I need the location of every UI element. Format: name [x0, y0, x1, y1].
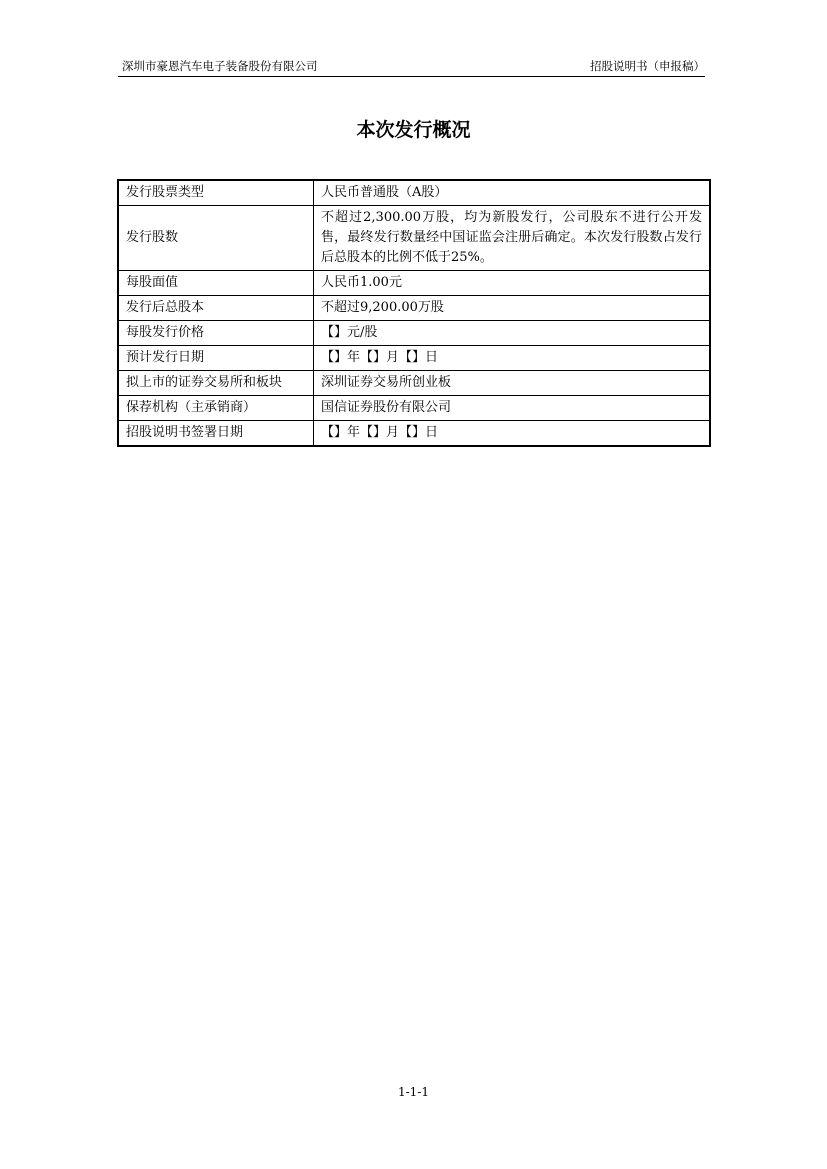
table-row	[118, 346, 710, 371]
table-row	[118, 180, 710, 206]
row-value-sponsor: 国信证券股份有限公司	[314, 396, 711, 421]
row-label-par-value: 每股面值	[118, 271, 314, 296]
table-row	[118, 206, 710, 271]
row-value-share-type: 人民币普通股（A股）	[314, 180, 711, 206]
page-title: 本次发行概况	[356, 119, 471, 141]
header-company-name: 深圳市豪恩汽车电子装备股份有限公司	[122, 59, 318, 73]
table-row	[118, 396, 710, 421]
page-number: 1-1-1	[397, 1085, 429, 1099]
row-label-share-type: 发行股票类型	[118, 180, 314, 206]
row-label-issue-date: 预计发行日期	[118, 346, 314, 371]
row-value-issue-date: 【】年【】月【】日	[314, 346, 711, 371]
row-label-exchange-board: 拟上市的证券交易所和板块	[118, 371, 314, 396]
row-label-signing-date: 招股说明书签署日期	[118, 421, 314, 447]
table-row	[118, 296, 710, 321]
row-value-par-value: 人民币1.00元	[314, 271, 711, 296]
row-value-signing-date: 【】年【】月【】日	[314, 421, 711, 447]
row-value-total-shares: 不超过9,200.00万股	[314, 296, 711, 321]
row-label-sponsor: 保荐机构（主承销商）	[118, 396, 314, 421]
offering-overview-table	[117, 179, 711, 447]
table-row	[118, 421, 710, 447]
row-value-shares-issued: 不超过2,300.00万股，均为新股发行，公司股东不进行公开发售，最终发行数量经中国证监会注册后确定。本次发行股数占发行后总股本的比例不低于25%。	[314, 206, 711, 271]
table-row	[118, 371, 710, 396]
row-value-exchange-board: 深圳证券交易所创业板	[314, 371, 711, 396]
row-label-issue-price: 每股发行价格	[118, 321, 314, 346]
row-label-total-shares: 发行后总股本	[118, 296, 314, 321]
table-row	[118, 321, 710, 346]
page-header	[118, 58, 705, 77]
row-label-shares-issued: 发行股数	[118, 206, 314, 271]
row-value-issue-price: 【】元/股	[314, 321, 711, 346]
table-row	[118, 271, 710, 296]
header-document-type: 招股说明书（申报稿）	[590, 59, 705, 73]
